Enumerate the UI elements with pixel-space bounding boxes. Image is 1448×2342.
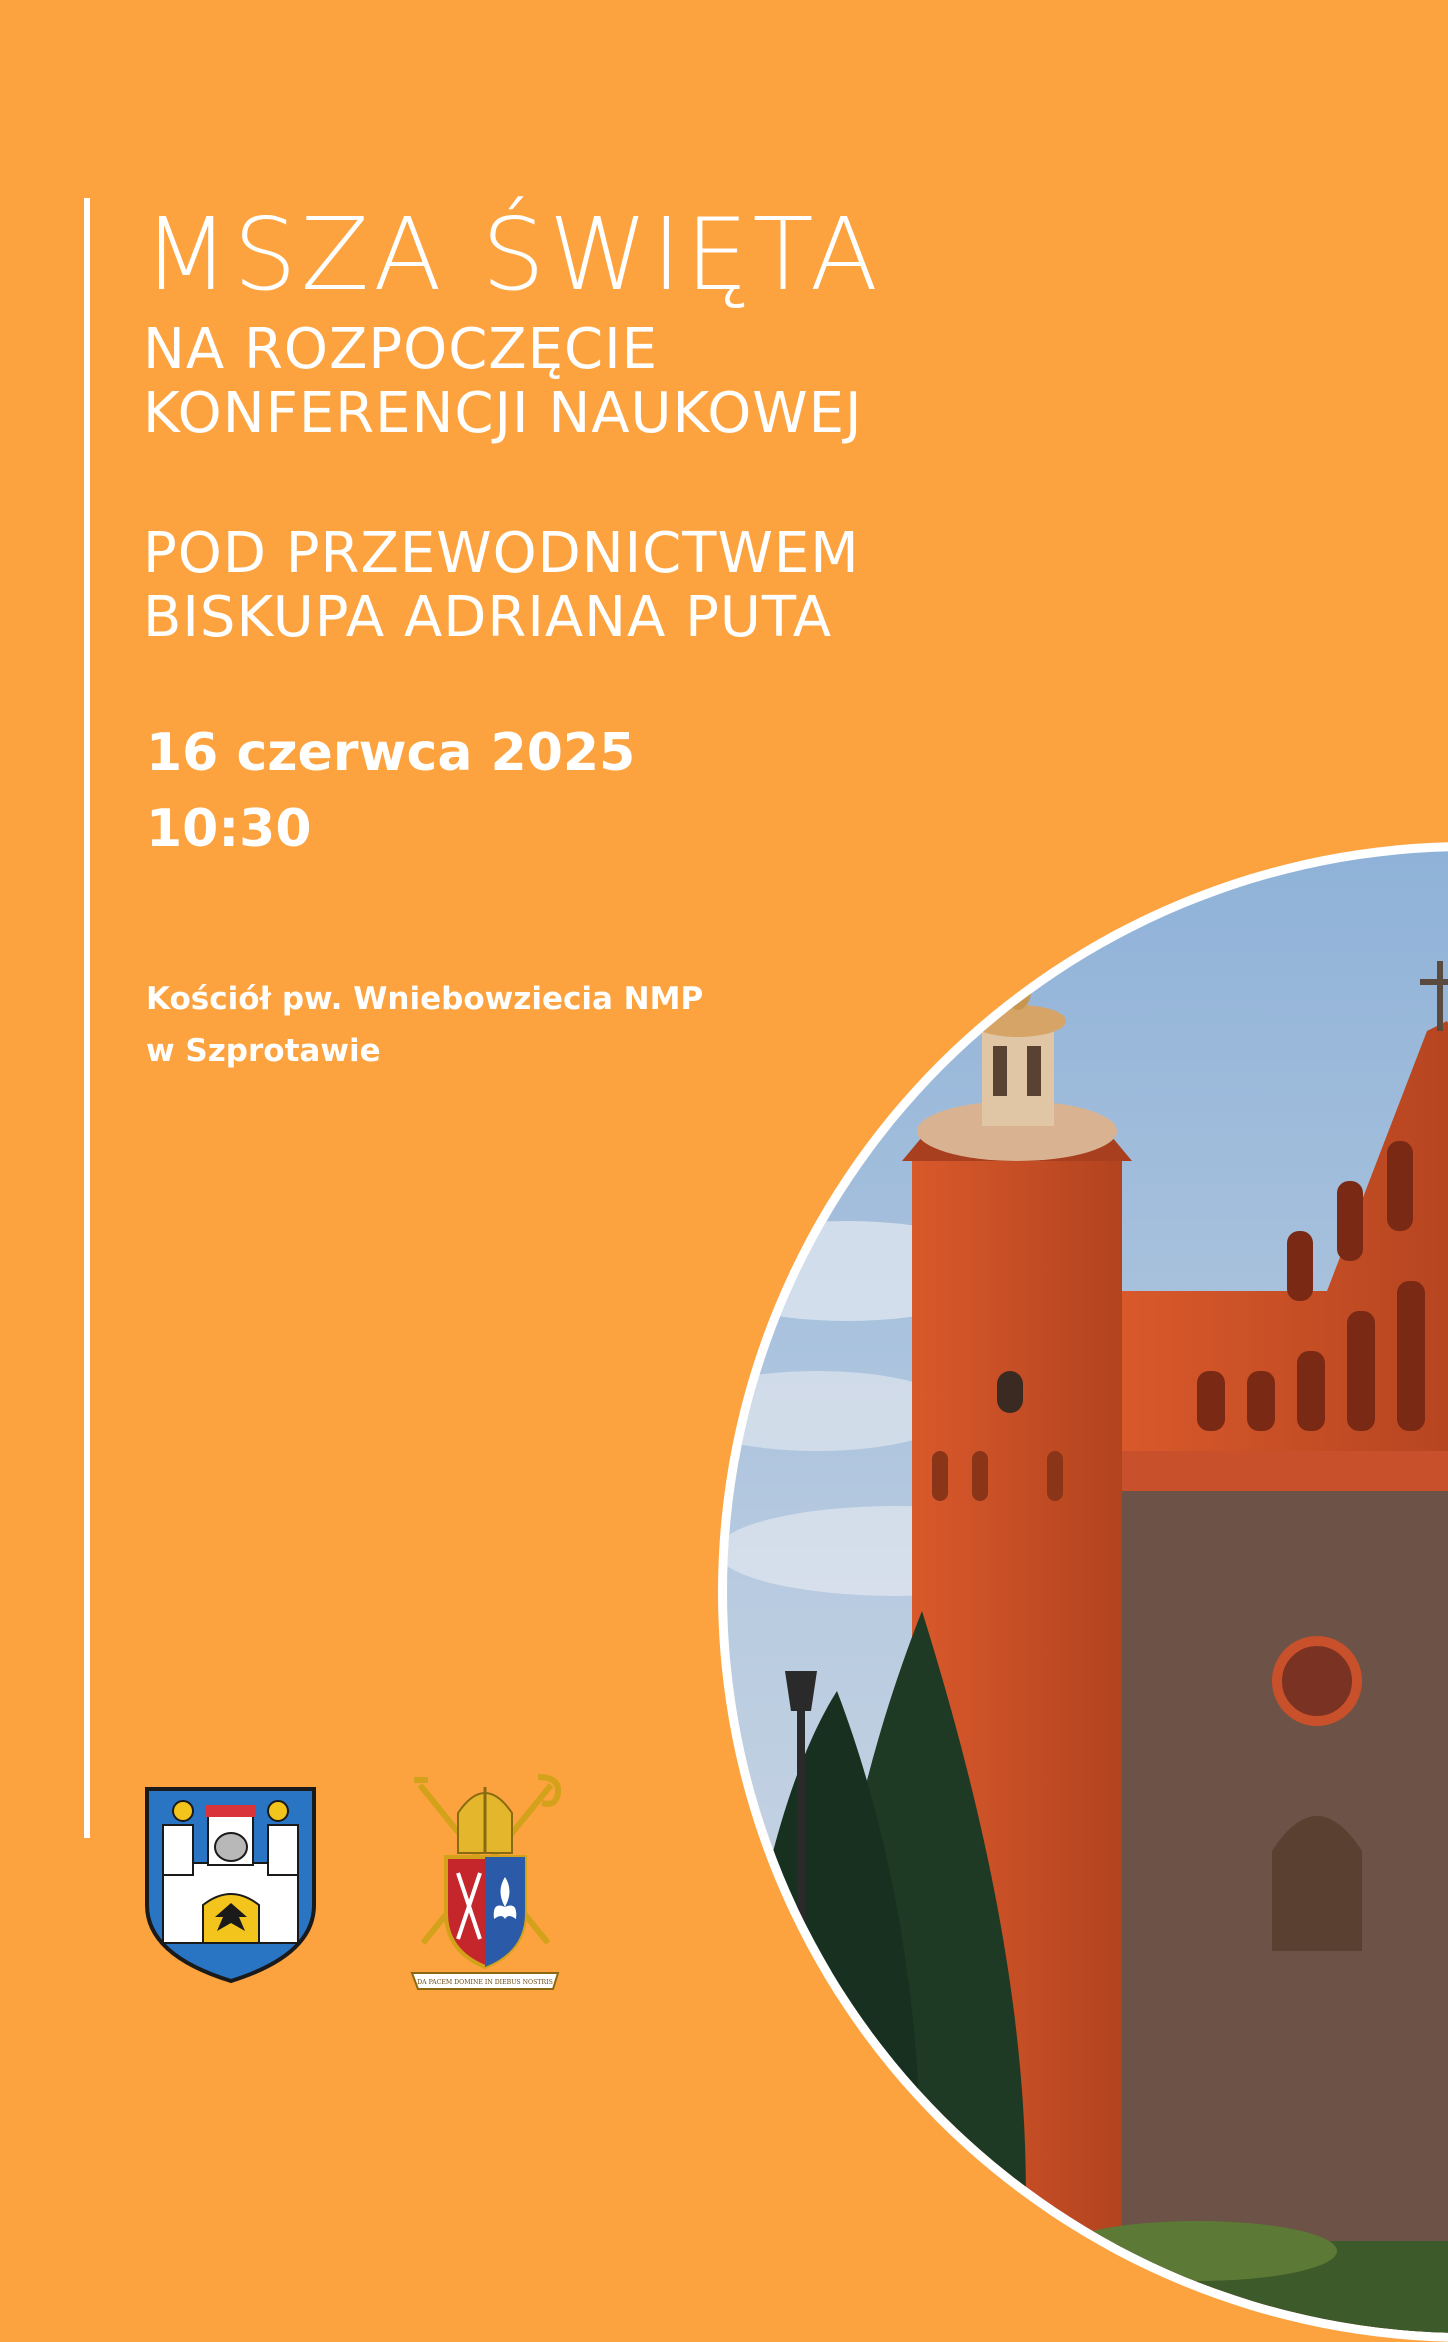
event-date: 16 czerwca 2025 — [146, 723, 636, 783]
subtitle-line: KONFERENCJI NAUKOWEJ — [143, 381, 863, 446]
presider-line: POD PRZEWODNICTWEM — [143, 521, 860, 586]
church-photo — [718, 842, 1448, 2342]
presider-text — [143, 522, 860, 650]
event-location — [146, 973, 703, 1077]
event-time: 10:30 — [146, 799, 312, 859]
subtitle-line: NA ROZPOCZĘCIE — [143, 317, 659, 382]
location-line: Kościół pw. Wniebowziecia NMP — [146, 981, 704, 1017]
event-datetime — [146, 715, 635, 867]
subtitle — [143, 318, 863, 446]
vertical-accent-line — [84, 198, 90, 1838]
page-title: MSZA ŚWIĘTA — [143, 196, 883, 313]
bishop-motto: DA PACEM DOMINE IN DIEBUS NOSTRIS — [417, 1979, 553, 1986]
town-coat-of-arms — [143, 1785, 318, 1985]
presider-line: BISKUPA ADRIANA PUTA — [143, 585, 833, 650]
bishop-coat-of-arms — [408, 1773, 563, 1998]
church-illustration — [727, 851, 1448, 2333]
location-line: w Szprotawie — [146, 1033, 381, 1069]
